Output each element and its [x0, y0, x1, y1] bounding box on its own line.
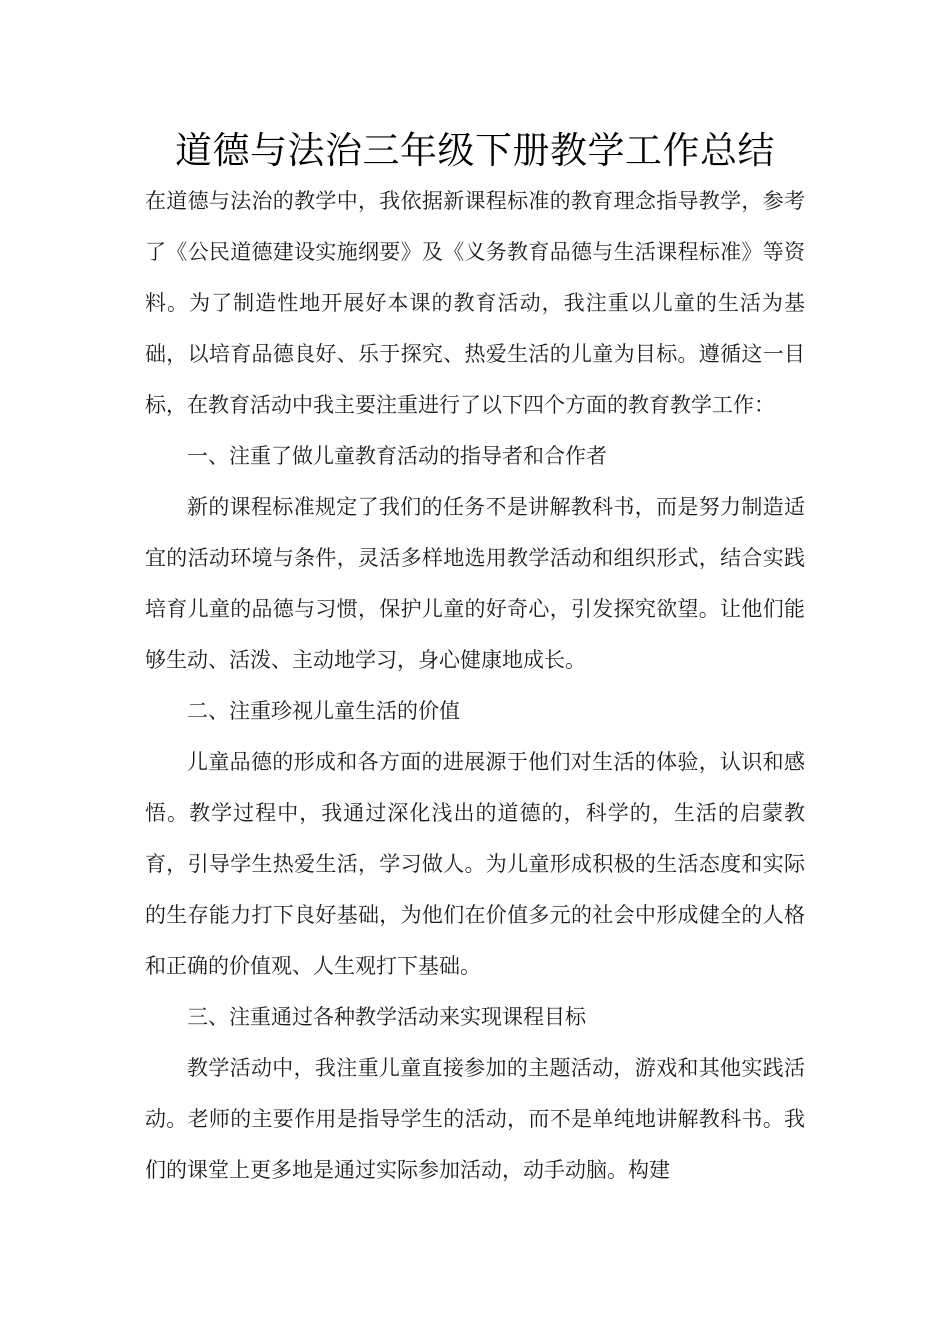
section-1-paragraph: 新的课程标准规定了我们的任务不是讲解教科书，而是努力制造适宜的活动环境与条件，灵活多样地选用教学活动和组织形式，结合实践培育儿童的品德与习惯，保护儿童的好奇心，引发探究欲望。让他们能够生动、活泼、主动地学习，身心健康地成长。 — [145, 495, 805, 672]
section-1-heading: 一、注重了做儿童教育活动的指导者和合作者 — [187, 444, 607, 468]
section-3-paragraph: 教学活动中，我注重儿童直接参加的主题活动，游戏和其他实践活动。老师的主要作用是指导学生的活动，而不是单纯地讲解教科书。我们的课堂上更多地是通过实际参加活动，动手动脑。构建 — [145, 1056, 805, 1182]
intro-paragraph: 在道德与法治的教学中，我依据新课程标准的教育理念指导教学，参考了《公民道德建设实施纲要》及《义务教育品德与生活课程标准》等资料。为了制造性地开展好本课的教育活动，我注重以儿童的生活为基础，以培育品德良好、乐于探究、热爱生活的儿童为目标。遵循这一目标，在教育活动中我主要注重进行了以下四个方面的教育教学工作： — [145, 189, 805, 417]
section-2-heading: 二、注重珍视儿童生活的价值 — [187, 699, 460, 723]
section-2-paragraph: 儿童品德的形成和各方面的进展源于他们对生活的体验，认识和感悟。教学过程中，我通过深化浅出的道德的，科学的，生活的启蒙教育，引导学生热爱生活，学习做人。为儿童形成积极的生活态度和实际的生存能力打下良好基础，为他们在价值多元的社会中形成健全的人格和正确的价值观、人生观打下基础。 — [145, 750, 805, 978]
section-3-heading: 三、注重通过各种教学活动来实现课程目标 — [187, 1005, 586, 1029]
document-title: 道德与法治三年级下册教学工作总结 — [175, 129, 775, 172]
document-body — [145, 176, 805, 1196]
